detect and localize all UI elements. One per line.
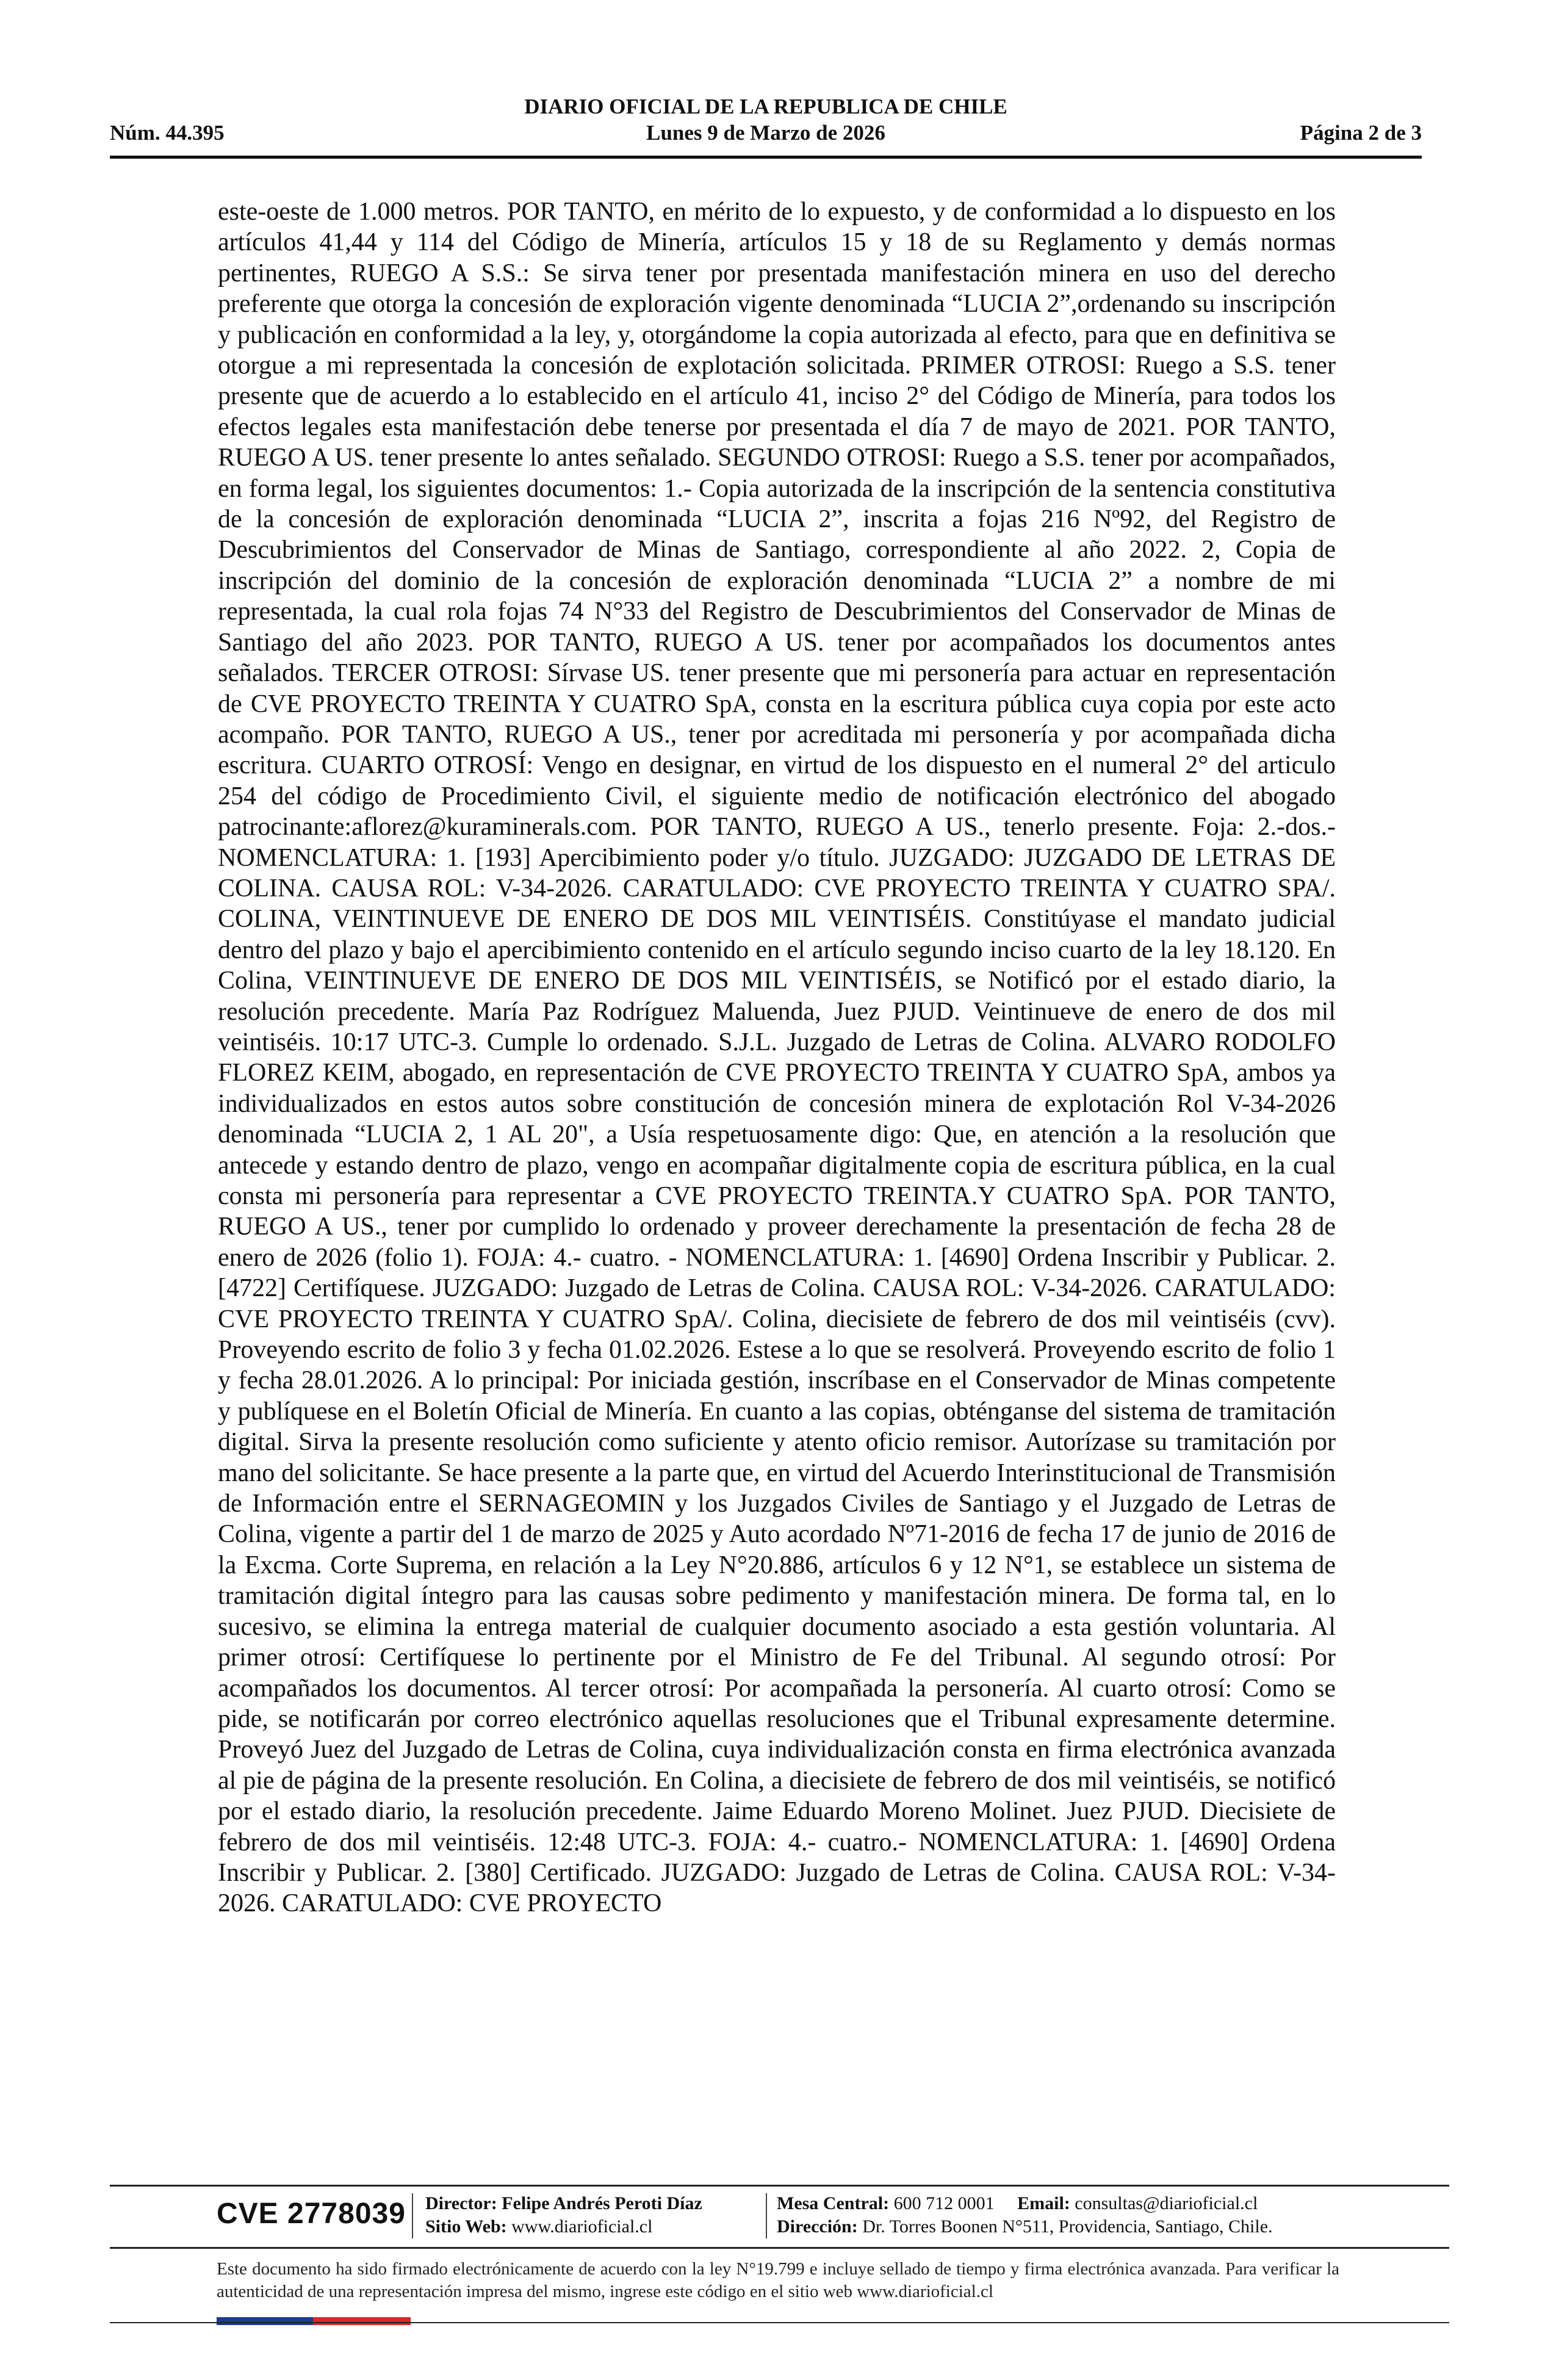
site-url[interactable]: www.diarioficial.cl — [511, 2216, 653, 2237]
cve-code: CVE 2778039 — [217, 2198, 406, 2230]
footer-divider — [766, 2193, 767, 2238]
email-label: Email: — [1017, 2193, 1070, 2213]
address-value: Dr. Torres Boonen N°511, Providencia, Santiago, Chile. — [862, 2216, 1273, 2237]
site-label: Sitio Web: — [425, 2216, 507, 2237]
issue-number: Núm. 44.395 — [110, 121, 225, 145]
journal-title: DIARIO OFICIAL DE LA REPUBLICA DE CHILE — [524, 95, 1007, 118]
article-body — [218, 197, 1336, 2119]
email-address[interactable]: consultas@diarioficial.cl — [1075, 2193, 1258, 2213]
flag-stripe-blue — [217, 2317, 313, 2325]
footer-bottom-rule — [110, 2322, 1449, 2323]
footer-top-rule — [110, 2185, 1449, 2187]
legal-notice: Este documento ha sido firmado electrónicamente de acuerdo con la ley N°19.799 e incluye sellado de tiempo y firma electrónica avanzada. Para verificar la autenticidad de una representación impresa del mismo, ingrese este código en el sitio web www.diarioficial.cl — [217, 2259, 1339, 2301]
page-header — [110, 95, 1422, 159]
page-number: Página 2 de 3 — [1300, 121, 1422, 145]
footer-contact-left — [425, 2192, 702, 2238]
footer-contact-right — [777, 2192, 1273, 2238]
page-footer — [217, 2191, 1339, 2237]
footer-divider — [412, 2193, 413, 2238]
mesa-phone: 600 712 0001 — [893, 2193, 995, 2213]
director-name: Felipe Andrés Peroti Díaz — [502, 2193, 702, 2213]
issue-date: Lunes 9 de Marzo de 2026 — [646, 121, 885, 145]
footer-mid-rule — [110, 2247, 1449, 2249]
mesa-label: Mesa Central: — [777, 2193, 890, 2213]
address-label: Dirección: — [777, 2216, 858, 2237]
body-paragraph: este-oeste de 1.000 metros. POR TANTO, en mérito de lo expuesto, y de conformidad a lo dispuesto en los artículos 41,44 y 114 del Código de Minería, artículos 15 y 18 de su Reglamento y demás normas pertinentes, RUEGO A S.S.: Se sirva tener por presentada manifestación minera en uso del derecho preferente que otorga la concesión de exploración vigente denominada “LUCIA 2”,ordenando su inscripción y publicación en conformidad a la ley, y, otorgándome la copia autorizada al efecto, para que en definitiva se otorgue a mi representada la concesión de explotación solicitada. PRIMER OTROSI: Ruego a S.S. tener presente que de acuerdo a lo establecido en el artículo 41, inciso 2° del Código de Minería, para todos los efectos legales esta manifestación debe tenerse por presentada el día 7 de mayo de 2021. POR TANTO, RUEGO A US. tener presente lo antes señalado. SEGUNDO OTROSI: Ruego a S.S. tener por acompañados, en forma legal, los siguientes documentos: 1.- Copia autorizada de la inscripción de la sentencia constitutiva de la concesión de exploración denominada “LUCIA 2”, inscrita a fojas 216 Nº92, del Registro de Descubrimientos del Conservador de Minas de Santiago, correspondiente al año 2022. 2, Copia de inscripción del dominio de la concesión de exploración denominada “LUCIA 2” a nombre de mi representada, la cual rola fojas 74 N°33 del Registro de Descubrimientos del Conservador de Minas de Santiago del año 2023. POR TANTO, RUEGO A US. tener por acompañados los documentos antes señalados. TERCER OTROSI: Sírvase US. tener presente que mi personería para actuar en representación de CVE PROYECTO TREINTA Y CUATRO SpA, consta en la escritura pública cuya copia por este acto acompaño. POR TANTO, RUEGO A US., tener por acreditada mi personería y por acompañada dicha escritura. CUARTO OTROSÍ: Vengo en designar, en virtud de los dispuesto en el numeral 2° del articulo 254 del código de Procedimiento Civil, el siguiente medio de notificación electrónico del abogado patrocinante:aflorez@kuraminerals.com. POR TANTO, RUEGO A US., tenerlo presente. Foja: 2.-dos.- NOMENCLATURA: 1. [193] Apercibimiento poder y/o título. JUZGADO: JUZGADO DE LETRAS DE COLINA. CAUSA ROL: V-34-2026. CARATULADO: CVE PROYECTO TREINTA Y CUATRO SPA/. COLINA, VEINTINUEVE DE ENERO DE DOS MIL VEINTISÉIS. Constitúyase el mandato judicial dentro del plazo y bajo el apercibimiento contenido en el artículo segundo inciso cuarto de la ley 18.120. En Colina, VEINTINUEVE DE ENERO DE DOS MIL VEINTISÉIS, se Notificó por el estado diario, la resolución precedente. María Paz Rodríguez Maluenda, Juez PJUD. Veintinueve de enero de dos mil veintiséis. 10:17 UTC-3. Cumple lo ordenado. S.J.L. Juzgado de Letras de Colina. ALVARO RODOLFO FLOREZ KEIM, abogado, en representación de CVE PROYECTO TREINTA Y CUATRO SpA, ambos ya individualizados en estos autos sobre constitución de concesión minera de explotación Rol V-34-2026 denominada “LUCIA 2, 1 AL 20", a Usía respetuosamente digo: Que, en atención a la resolución que antecede y estando dentro de plazo, vengo en acompañar digitalmente copia de escritura pública, en la cual consta mi personería para representar a CVE PROYECTO TREINTA.Y CUATRO SpA. POR TANTO, RUEGO A US., tener por cumplido lo ordenado y proveer derechamente la presentación de fecha 28 de enero de 2026 (folio 1). FOJA: 4.- cuatro. - NOMENCLATURA: 1. [4690] Ordena Inscribir y Publicar. 2. [4722] Certifíquese. JUZGADO: Juzgado de Letras de Colina. CAUSA ROL: V-34-2026. CARATULADO: CVE PROYECTO TREINTA Y CUATRO SpA/. Colina, diecisiete de febrero de dos mil veintiséis (cvv). Proveyendo escrito de folio 3 y fecha 01.02.2026. Estese a lo que se resolverá. Proveyendo escrito de folio 1 y fecha 28.01.2026. A lo principal: Por iniciada gestión, inscríbase en el Conservador de Minas competente y publíquese en el Boletín Oficial de Minería. En cuanto a las copias, obténganse del sistema de tramitación digital. Sirva la presente resolución como suficiente y atento oficio remisor. Autorízase su tramitación por mano del solicitante. Se hace presente a la parte que, en virtud del Acuerdo Interinstitucional de Transmisión de Información entre el SERNAGEOMIN y los Juzgados Civiles de Santiago y el Juzgado de Letras de Colina, vigente a partir del 1 de marzo de 2025 y Auto acordado Nº71-2016 de fecha 17 de junio de 2016 de la Excma. Corte Suprema, en relación a la Ley N°20.886, artículos 6 y 12 N°1, se establece un sistema de tramitación digital íntegro para las causas sobre pedimento y manifestación minera. De forma tal, en lo sucesivo, se elimina la entrega material de cualquier documento asociado a esta gestión voluntaria. Al primer otrosí: Certifíquese lo pertinente por el Ministro de Fe del Tribunal. Al segundo otrosí: Por acompañados los documentos. Al tercer otrosí: Por acompañada la personería. Al cuarto otrosí: Como se pide, se notificarán por correo electrónico aquellas resoluciones que el Tribunal expresamente determine. Proveyó Juez del Juzgado de Letras de Colina, cuya individualización consta en firma electrónica avanzada al pie de página de la presente resolución. En Colina, a diecisiete de febrero de dos mil veintiséis, se notificó por el estado diario, la resolución precedente. Jaime Eduardo Moreno Molinet. Juez PJUD. Diecisiete de febrero de dos mil veintiséis. 12:48 UTC-3. FOJA: 4.- cuatro.- NOMENCLATURA: 1. [4690] Ordena Inscribir y Publicar. 2. [380] Certificado. JUZGADO: Juzgado de Letras de Colina. CAUSA ROL: V-34-2026. CARATULADO: CVE PROYECTO — [218, 198, 1336, 1918]
director-label: Director: — [425, 2193, 497, 2213]
flag-stripe-red — [313, 2317, 411, 2325]
